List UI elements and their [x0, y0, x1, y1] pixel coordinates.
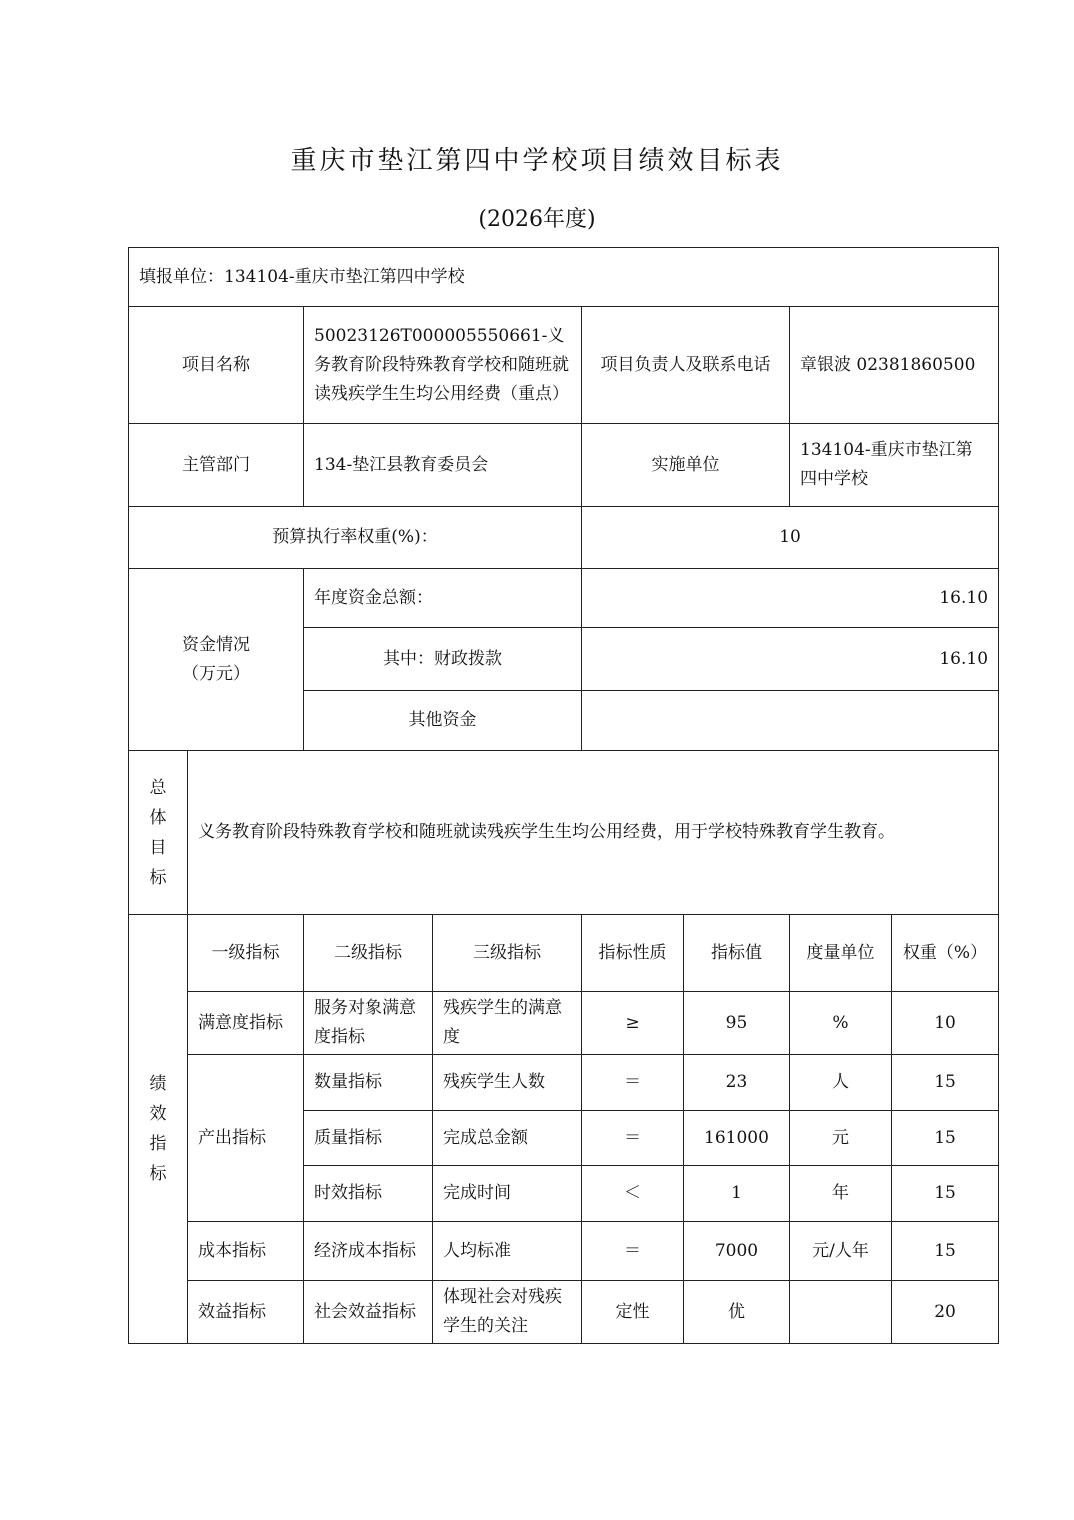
- budget-weight: 10: [582, 507, 999, 569]
- value: 1: [684, 1166, 790, 1222]
- unit: %: [790, 992, 892, 1055]
- level3: 完成总金额: [433, 1111, 582, 1166]
- value: 95: [684, 992, 790, 1055]
- value: 161000: [684, 1111, 790, 1166]
- nature: 定性: [582, 1281, 684, 1344]
- level2: 社会效益指标: [304, 1281, 433, 1344]
- annual-total-label: 年度资金总额：: [304, 569, 582, 628]
- header-cell: 二级指标: [304, 915, 433, 992]
- level2: 数量指标: [304, 1055, 433, 1111]
- table-row: [129, 1222, 999, 1281]
- header-cell: 度量单位: [790, 915, 892, 992]
- project-name-label: 项目名称: [129, 307, 304, 424]
- weight: 15: [892, 1166, 999, 1222]
- level3: 人均标准: [433, 1222, 582, 1281]
- header-cell: 指标性质: [582, 915, 684, 992]
- header-cell: 三级指标: [433, 915, 582, 992]
- level3: 完成时间: [433, 1166, 582, 1222]
- unit: [790, 1281, 892, 1344]
- unit: 元/人年: [790, 1222, 892, 1281]
- page-title: 重庆市垫江第四中学校项目绩效目标表: [290, 146, 784, 176]
- nature: ＝: [582, 1111, 684, 1166]
- contact: 章银波 02381860500: [790, 307, 999, 424]
- reporting-unit: 填报单位：134104-重庆市垫江第四中学校: [129, 248, 999, 307]
- goal: 义务教育阶段特殊教育学校和随班就读残疾学生生均公用经费，用于学校特殊教育学生教育。: [188, 751, 999, 915]
- unit: 人: [790, 1055, 892, 1111]
- nature: ＝: [582, 1055, 684, 1111]
- impl: 134104-重庆市垫江第四中学校: [790, 424, 999, 507]
- dept-label: 主管部门: [129, 424, 304, 507]
- level2: 服务对象满意度指标: [304, 992, 433, 1055]
- table-row: [129, 1281, 999, 1344]
- unit: 元: [790, 1111, 892, 1166]
- page-subtitle: (2026年度): [478, 207, 596, 232]
- funds-label: 资金情况（万元）: [129, 569, 304, 751]
- weight: 15: [892, 1055, 999, 1111]
- level3: 残疾学生的满意度: [433, 992, 582, 1055]
- level1: 成本指标: [188, 1222, 304, 1281]
- unit: 年: [790, 1166, 892, 1222]
- other: [582, 691, 999, 751]
- weight: 20: [892, 1281, 999, 1344]
- level1: 产出指标: [188, 1055, 304, 1222]
- level3: 体现社会对残疾学生的关注: [433, 1281, 582, 1344]
- level3: 残疾学生人数: [433, 1055, 582, 1111]
- performance-table: [128, 247, 999, 1344]
- level1: 满意度指标: [188, 992, 304, 1055]
- impl-label: 实施单位: [582, 424, 790, 507]
- nature: ≥: [582, 992, 684, 1055]
- annual-total: 16.10: [582, 569, 999, 628]
- weight: 15: [892, 1111, 999, 1166]
- level2: 经济成本指标: [304, 1222, 433, 1281]
- value: 7000: [684, 1222, 790, 1281]
- project-name: 50023126T000005550661-义务教育阶段特殊教育学校和随班就读残疾学生生均公用经费（重点）: [304, 307, 582, 424]
- level1: 效益指标: [188, 1281, 304, 1344]
- fiscal: 16.10: [582, 628, 999, 691]
- header-cell: 权重（%）: [892, 915, 999, 992]
- header-cell: 指标值: [684, 915, 790, 992]
- perf-label: 绩效指标: [149, 1074, 167, 1184]
- other-label: 其他资金: [304, 691, 582, 751]
- level2: 时效指标: [304, 1166, 433, 1222]
- value: 优: [684, 1281, 790, 1344]
- weight: 15: [892, 1222, 999, 1281]
- dept: 134-垫江县教育委员会: [304, 424, 582, 507]
- table-row: [129, 1055, 999, 1111]
- fiscal-label: 其中：财政拨款: [304, 628, 582, 691]
- value: 23: [684, 1055, 790, 1111]
- budget-weight-label: 预算执行率权重(%)：: [129, 507, 582, 569]
- weight: 10: [892, 992, 999, 1055]
- contact-label: 项目负责人及联系电话: [582, 307, 790, 424]
- header-cell: 一级指标: [188, 915, 304, 992]
- goal-label: 总体目标: [149, 777, 167, 888]
- nature: ＝: [582, 1222, 684, 1281]
- table-row: [129, 992, 999, 1055]
- nature: ＜: [582, 1166, 684, 1222]
- level2: 质量指标: [304, 1111, 433, 1166]
